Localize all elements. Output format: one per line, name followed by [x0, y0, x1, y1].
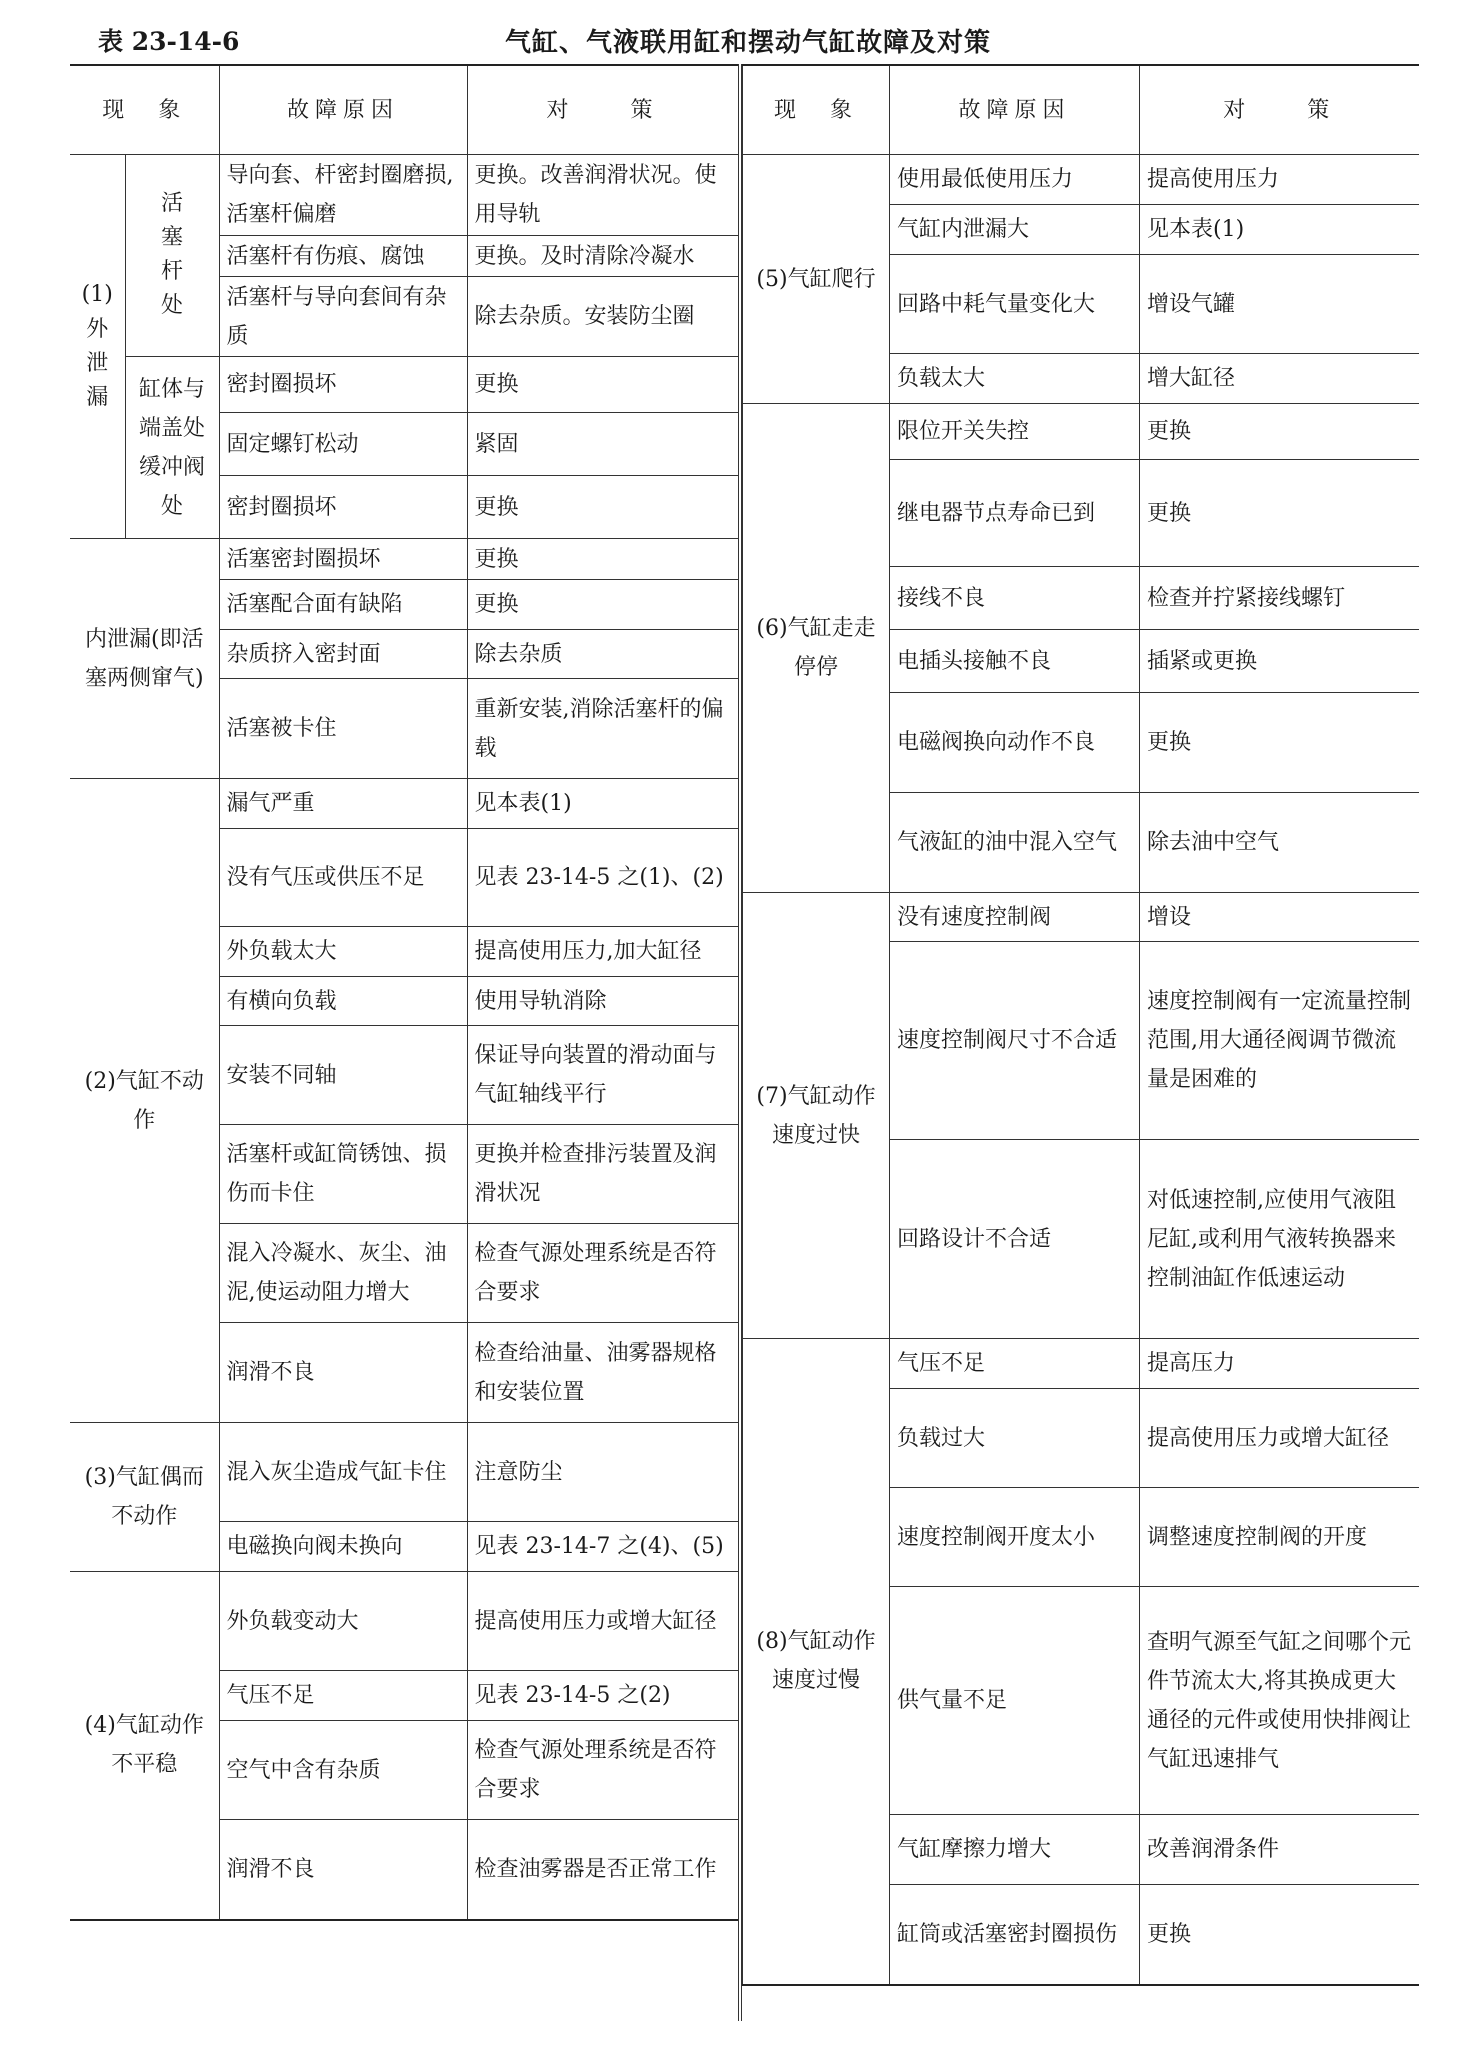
sub-label-rod-text: 活塞杆处 [161, 191, 184, 318]
cause-cell: 安装不同轴 [219, 1026, 467, 1125]
remedy-cell: 注意防尘 [467, 1423, 738, 1522]
group-label-external-leak-b: 外泄漏 [86, 317, 109, 410]
cause-cell: 负载过大 [890, 1389, 1140, 1488]
group-label-unstable: (4)气缸动作不平稳 [70, 1572, 219, 1920]
cause-cell: 活塞密封圈损坏 [219, 539, 467, 580]
table-number: 表 23-14-6 [98, 27, 240, 56]
header-cause: 故障原因 [219, 65, 467, 155]
table-row [70, 357, 738, 413]
remedy-cell: 除去杂质。安装防尘圈 [467, 277, 738, 357]
remedy-cell: 除去杂质 [467, 630, 738, 679]
cause-cell: 漏气严重 [219, 779, 467, 829]
remedy-cell: 检查气源处理系统是否符合要求 [467, 1224, 738, 1323]
remedy-cell: 改善润滑条件 [1140, 1815, 1419, 1885]
remedy-cell: 见表 23-14-5 之(1)、(2) [467, 829, 738, 927]
cause-cell: 有横向负载 [219, 977, 467, 1026]
sub-label-rod [125, 155, 219, 357]
cause-cell: 气液缸的油中混入空气 [890, 793, 1140, 893]
remedy-cell: 提高使用压力,加大缸径 [467, 927, 738, 977]
table-title: 气缸、气液联用缸和摆动气缸故障及对策 [504, 28, 991, 58]
cause-cell: 外负载变动大 [219, 1572, 467, 1671]
cause-cell: 使用最低使用压力 [890, 155, 1140, 205]
remedy-cell: 更换 [467, 580, 738, 630]
remedy-cell: 检查气源处理系统是否符合要求 [467, 1721, 738, 1820]
cause-cell: 电磁阀换向动作不良 [890, 693, 1140, 793]
cause-cell: 供气量不足 [890, 1587, 1140, 1815]
remedy-cell: 更换并检查排污装置及润滑状况 [467, 1125, 738, 1224]
group-label-crawling: (5)气缸爬行 [743, 155, 890, 404]
header-phenomenon: 现 象 [743, 65, 890, 155]
remedy-cell: 重新安装,消除活塞杆的偏载 [467, 679, 738, 779]
remedy-cell: 检查油雾器是否正常工作 [467, 1820, 738, 1920]
cause-cell: 电磁换向阀未换向 [219, 1522, 467, 1572]
remedy-cell: 更换 [1140, 404, 1419, 460]
cause-cell: 接线不良 [890, 567, 1140, 630]
remedy-cell: 使用导轨消除 [467, 977, 738, 1026]
remedy-cell: 更换。及时清除冷凝水 [467, 236, 738, 277]
cause-cell: 限位开关失控 [890, 404, 1140, 460]
remedy-cell: 保证导向装置的滑动面与气缸轴线平行 [467, 1026, 738, 1125]
remedy-cell: 检查并拧紧接线螺钉 [1140, 567, 1419, 630]
remedy-cell: 提高使用压力 [1140, 155, 1419, 205]
remedy-cell: 见本表(1) [1140, 205, 1419, 255]
cause-cell: 气缸内泄漏大 [890, 205, 1140, 255]
cause-cell: 回路中耗气量变化大 [890, 255, 1140, 354]
cause-cell: 活塞杆有伤痕、腐蚀 [219, 236, 467, 277]
fault-table-right [742, 64, 1419, 1986]
remedy-cell: 更换 [467, 476, 738, 539]
remedy-cell: 插紧或更换 [1140, 630, 1419, 693]
group-label-not-moving: (2)气缸不动作 [70, 779, 219, 1423]
table-row [70, 1572, 738, 1671]
group-label-stop-go: (6)气缸走走停停 [743, 404, 890, 893]
table-row [70, 539, 738, 580]
remedy-cell: 紧固 [467, 413, 738, 476]
cause-cell: 没有气压或供压不足 [219, 829, 467, 927]
remedy-cell: 提高使用压力或增大缸径 [467, 1572, 738, 1671]
cause-cell: 混入灰尘造成气缸卡住 [219, 1423, 467, 1522]
cause-cell: 活塞被卡住 [219, 679, 467, 779]
header-row [70, 65, 738, 155]
group-label-internal-leak: 内泄漏(即活塞两侧窜气) [70, 539, 219, 779]
remedy-cell: 见本表(1) [467, 779, 738, 829]
cause-cell: 密封圈损坏 [219, 357, 467, 413]
header-remedy: 对 策 [1140, 65, 1419, 155]
remedy-cell: 增设 [1140, 893, 1419, 942]
remedy-cell: 查明气源至气缸之间哪个元件节流太大,将其换成更大通径的元件或使用快排阀让气缸迅速排气 [1140, 1587, 1419, 1815]
cause-cell: 没有速度控制阀 [890, 893, 1140, 942]
table-row [70, 1423, 738, 1522]
remedy-cell: 速度控制阀有一定流量控制范围,用大通径阀调节微流量是困难的 [1140, 942, 1419, 1140]
table-row [743, 893, 1419, 942]
remedy-cell: 除去油中空气 [1140, 793, 1419, 893]
cause-cell: 回路设计不合适 [890, 1140, 1140, 1339]
table-row [743, 404, 1419, 460]
remedy-cell: 更换 [1140, 1885, 1419, 1985]
sub-label-body-cap: 缸体与端盖处缓冲阀处 [125, 357, 219, 539]
remedy-cell: 更换 [467, 357, 738, 413]
cause-cell: 润滑不良 [219, 1820, 467, 1920]
remedy-cell: 见表 23-14-7 之(4)、(5) [467, 1522, 738, 1572]
header-row [743, 65, 1419, 155]
cause-cell: 气压不足 [890, 1339, 1140, 1389]
group-label-too-slow: (8)气缸动作速度过慢 [743, 1339, 890, 1985]
remedy-cell: 更换 [467, 539, 738, 580]
group-label-external-leak [70, 155, 125, 539]
header-cause: 故障原因 [890, 65, 1140, 155]
cause-cell: 电插头接触不良 [890, 630, 1140, 693]
remedy-cell: 提高压力 [1140, 1339, 1419, 1389]
table-row [70, 155, 738, 236]
cause-cell: 固定螺钉松动 [219, 413, 467, 476]
remedy-cell: 对低速控制,应使用气液阻尼缸,或利用气液转换器来控制油缸作低速运动 [1140, 1140, 1419, 1339]
table-caption [78, 18, 1418, 62]
remedy-cell: 提高使用压力或增大缸径 [1140, 1389, 1419, 1488]
header-phenomenon: 现 象 [70, 65, 219, 155]
cause-cell: 外负载太大 [219, 927, 467, 977]
cause-cell: 润滑不良 [219, 1323, 467, 1423]
table-row [743, 1339, 1419, 1389]
cause-cell: 继电器节点寿命已到 [890, 460, 1140, 567]
cause-cell: 活塞配合面有缺陷 [219, 580, 467, 630]
group-label-occasional: (3)气缸偶而不动作 [70, 1423, 219, 1572]
cause-cell: 活塞杆与导向套间有杂质 [219, 277, 467, 357]
cause-cell: 速度控制阀尺寸不合适 [890, 942, 1140, 1140]
remedy-cell: 见表 23-14-5 之(2) [467, 1671, 738, 1721]
group-label-too-fast: (7)气缸动作速度过快 [743, 893, 890, 1339]
cause-cell: 缸筒或活塞密封圈损伤 [890, 1885, 1140, 1985]
cause-cell: 气压不足 [219, 1671, 467, 1721]
remedy-cell: 更换 [1140, 460, 1419, 567]
cause-cell: 导向套、杆密封圈磨损,活塞杆偏磨 [219, 155, 467, 236]
remedy-cell: 更换。改善润滑状况。使用导轨 [467, 155, 738, 236]
cause-cell: 混入冷凝水、灰尘、油泥,使运动阻力增大 [219, 1224, 467, 1323]
cause-cell: 负载太大 [890, 354, 1140, 404]
remedy-cell: 检查给油量、油雾器规格和安装位置 [467, 1323, 738, 1423]
table-row [743, 155, 1419, 205]
table-row [70, 779, 738, 829]
cause-cell: 气缸摩擦力增大 [890, 1815, 1140, 1885]
cause-cell: 活塞杆或缸筒锈蚀、损伤而卡住 [219, 1125, 467, 1224]
group-label-external-leak-a: (1) [81, 282, 113, 307]
remedy-cell: 更换 [1140, 693, 1419, 793]
header-remedy: 对 策 [467, 65, 738, 155]
fault-table-left [70, 64, 739, 1921]
remedy-cell: 增设气罐 [1140, 255, 1419, 354]
cause-cell: 密封圈损坏 [219, 476, 467, 539]
remedy-cell: 调整速度控制阀的开度 [1140, 1488, 1419, 1587]
cause-cell: 杂质挤入密封面 [219, 630, 467, 679]
remedy-cell: 增大缸径 [1140, 354, 1419, 404]
cause-cell: 速度控制阀开度太小 [890, 1488, 1140, 1587]
cause-cell: 空气中含有杂质 [219, 1721, 467, 1820]
